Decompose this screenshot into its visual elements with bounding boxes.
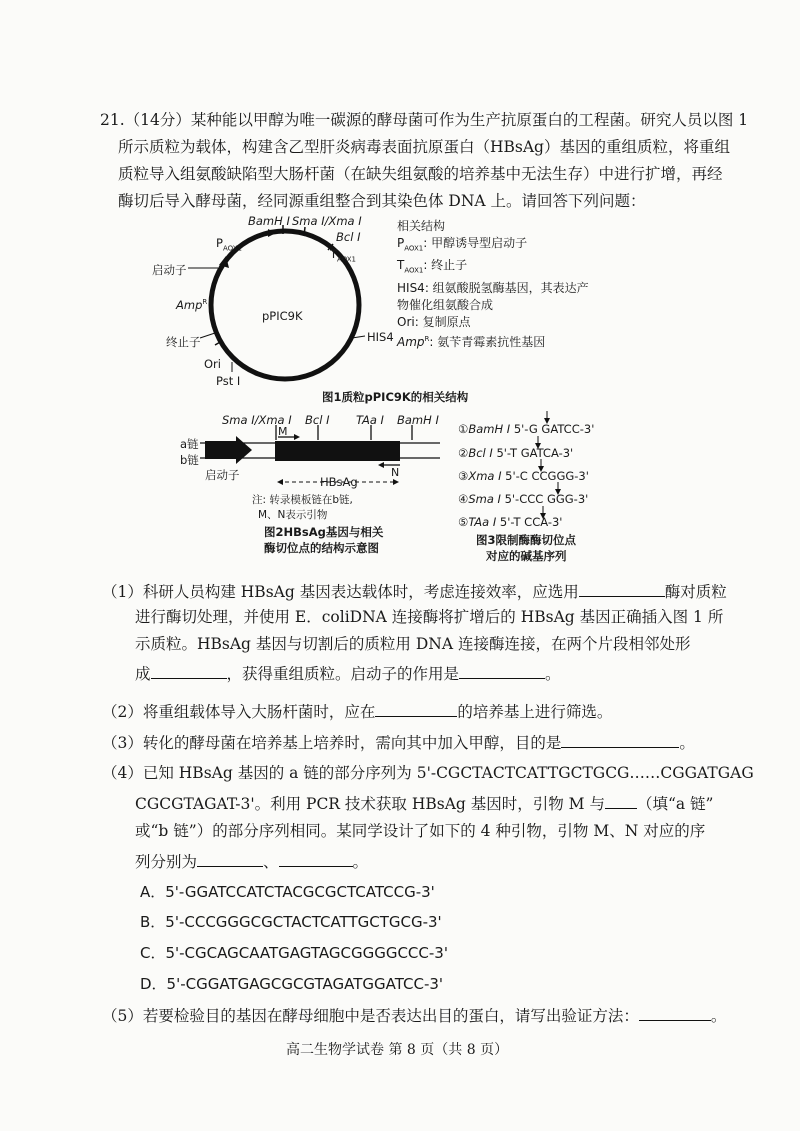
fig2-b-chain-label: b链 — [180, 453, 199, 467]
fig2-primer-m-label: M — [278, 425, 288, 438]
fig3-site-row — [458, 422, 594, 436]
fig1-taox-sub: AOX1 — [337, 255, 357, 264]
q2-text-b: 的培养基上进行筛选。 — [457, 703, 613, 721]
question-line-2: 质粒导入组氨酸缺陷型大肠杆菌（在缺失组氨酸的培养基中无法生存）中进行扩增，再经 — [118, 165, 723, 183]
legend-amp — [397, 331, 589, 351]
fig1-paox-main: P — [216, 236, 223, 250]
sma-tick — [304, 227, 305, 236]
q4-line2 — [135, 792, 714, 814]
q1-text-a: （1）科研人员构建 HBsAg 基因表达载体时，考虑连接效率，应选用 — [102, 583, 579, 601]
fig1-bcl-label: Bcl Ⅰ — [336, 230, 361, 244]
fig1-paox-label — [216, 236, 242, 252]
legend-ori: Ori: 复制原点 — [397, 314, 471, 329]
fig1-pst-label: Pst Ⅰ — [216, 374, 241, 388]
q1-text-e: 成 — [135, 665, 151, 683]
legend-amp-sup: R — [424, 334, 430, 343]
fig3-site-seq: 5'-C CCGGG-3' — [505, 469, 589, 483]
option-b[interactable]: B．5'-CCCGGGCGCTACTCATTGCTGCG-3' — [140, 913, 442, 931]
fig3-site-name: BamH Ⅰ — [468, 422, 511, 436]
legend-paox-sub: AOX1 — [404, 244, 424, 253]
legend-paox-text: : 甲醇诱导型启动子 — [423, 236, 528, 250]
fig3-site-seq: 5'-CCC GGG-3' — [504, 492, 589, 506]
q1-text-f: ，获得重组质粒。启动子的作用是 — [226, 665, 460, 683]
q2-blank[interactable] — [375, 700, 457, 717]
legend-title: 相关结构 — [397, 219, 446, 233]
fig3-site-seq: 5'-G GATCC-3' — [513, 422, 595, 436]
question-line-3: 酶切后导入酵母菌，经同源重组整合到其染色体 DNA 上。请回答下列问题： — [118, 192, 646, 210]
fig3-site-name: TAa Ⅰ — [468, 515, 497, 529]
q1-line3: 示质粒。HBsAg 基因与切割后的质粒用 DNA 连接酶连接，在两个片段相邻处形 — [135, 635, 691, 653]
fig1-bamh-label: BamH Ⅰ — [248, 214, 290, 228]
fig3-site-row — [458, 446, 573, 460]
fig3-site-row — [458, 515, 562, 529]
q3-text-a: （3）转化的酵母菌在培养基上培养时，需向其中加入甲醇，目的是 — [102, 734, 562, 752]
fig3-site-num: ① — [458, 422, 469, 436]
legend-taox-sub: AOX1 — [404, 266, 424, 275]
hbsag-block — [275, 441, 400, 461]
q1-blank-enzyme[interactable] — [579, 580, 665, 597]
q5-blank[interactable] — [639, 1004, 711, 1021]
legend-his4-line1: HIS4: 组氨酸脱氢酶基因，其表达产 — [397, 280, 589, 295]
fig2-taa-label: TAa Ⅰ — [356, 413, 384, 427]
legend-taox — [397, 257, 589, 279]
fig3-site-name: Xma Ⅰ — [468, 469, 502, 483]
fig2-note-line2: M、N表示引物 — [258, 509, 328, 521]
fig2-hbsag-label: HBsAg — [320, 475, 358, 489]
page-footer: 高二生物学试卷 第 8 页（共 8 页） — [286, 1042, 509, 1058]
q4-text-e: 列分别为 — [135, 853, 198, 871]
q1-blank-bond[interactable] — [151, 662, 227, 679]
fig2-promoter-arrow — [205, 436, 252, 464]
legend-his4-line2: 物催化组氨酸合成 — [397, 297, 494, 312]
legend-taox-text: : 终止子 — [423, 258, 468, 273]
fig1-promoter-label: 启动子 — [152, 263, 187, 277]
q5-text-a: （5）若要检验目的基因在酵母细胞中是否表达出目的蛋白，请写出验证方法： — [102, 1007, 639, 1025]
fig1-amp-label — [176, 298, 207, 312]
fig3-site-name: Sma Ⅰ — [468, 492, 501, 506]
fig1-paox-sub: AOX1 — [222, 244, 242, 253]
fig2-a-chain-label: a链 — [180, 437, 199, 451]
fig2-caption-line1: 图2HBsAg基因与相关 — [264, 525, 384, 539]
q4-text-f: 、 — [263, 853, 279, 871]
legend-amp-main: Amp — [397, 334, 425, 349]
q1-line2: 进行酶切处理，并使用 E．coliDNA 连接酶将扩增后的 HBsAg 基因正确插入图 1 所 — [135, 608, 724, 626]
fig1-legend — [397, 218, 589, 351]
q4-line1: （4）已知 HBsAg 基因的 a 链的部分序列为 5'-CGCTACTCATTGCTGCG……CGGATGAG — [102, 764, 754, 782]
option-a[interactable]: A．5'-GGATCCATCTACGCGCTCATCCG-3' — [140, 883, 435, 901]
q4-blank-chain[interactable] — [605, 792, 637, 809]
fig3-caption-line2: 对应的碱基序列 — [486, 549, 567, 563]
fig2-primer-n-label: N — [391, 466, 400, 479]
fig1-sma-xma-label: Sma Ⅰ/Xma Ⅰ — [292, 214, 362, 228]
legend-paox — [397, 235, 589, 257]
fig1-taox-label — [330, 247, 356, 263]
fig2-bamh-label: BamH Ⅰ — [397, 413, 439, 427]
hbsag-span-left — [277, 479, 283, 485]
q4-line4 — [135, 850, 368, 872]
q5-line — [102, 1004, 726, 1026]
fig3-site-num: ③ — [458, 469, 469, 483]
fig2-promoter-label: 启动子 — [205, 468, 240, 482]
legend-paox-main: P — [397, 236, 405, 250]
option-c[interactable]: C．5'-CGCAGCAATGAGTAGCGGGGCCC-3' — [140, 944, 448, 962]
q4-text-b: CGCGTAGAT-3'。利用 PCR 技术获取 HBsAg 基因时，引物 M 与 — [135, 795, 605, 813]
question-header: 21.（14分）某种能以甲醇为唯一碳源的酵母菌可作为生产抗原蛋白的工程菌。研究人员以图 1 — [100, 111, 749, 129]
q1-text-b: 酶对质粒 — [664, 583, 727, 601]
fig2-sma-xma-label: Sma Ⅰ/Xma Ⅰ — [222, 413, 292, 427]
q4-text-c: （填“a 链” — [636, 795, 714, 813]
primer-n-arrow — [378, 462, 384, 468]
question-line-1: 所示质粒为载体，构建含乙型肝炎病毒表面抗原蛋白（HBsAg）基因的重组质粒，将重组 — [118, 138, 730, 156]
fig3-site-row — [458, 469, 589, 483]
q1-text-g: 。 — [545, 665, 561, 683]
q1-line4 — [135, 662, 561, 684]
q4-text-g: 。 — [352, 853, 369, 871]
q2-text-a: （2）将重组载体导入大肠杆菌时，应在 — [102, 703, 376, 721]
q4-blank-m[interactable] — [197, 850, 263, 867]
hbsag-span-right — [393, 479, 399, 485]
option-d[interactable]: D．5'-CGGATGAGCGCGTAGATGGATCC-3' — [140, 975, 444, 993]
fig1-amp-main: Amp — [176, 298, 203, 312]
q1-line1 — [102, 580, 727, 602]
fig3-site-seq: 5'-T CCA-3' — [499, 515, 563, 529]
fig3-site-num: ② — [458, 446, 469, 460]
q2-line — [102, 700, 612, 722]
q5-text-b: 。 — [710, 1007, 727, 1025]
q4-line3: 或“b 链”）的部分序列相同。某同学设计了如下的 4 种引物，引物 M、N 对应的序 — [135, 822, 706, 840]
fig2-note-line1: 注: 转录模板链在b链, — [252, 494, 353, 506]
fig1-caption: 图1质粒pPIC9K的相关结构 — [322, 390, 469, 404]
fig1-his4-label: HIS4 — [367, 330, 394, 344]
fig1-taox-main: T — [330, 247, 338, 261]
q1-blank-promoter[interactable] — [459, 662, 545, 679]
fig3-site-name: Bcl Ⅰ — [468, 446, 493, 460]
q4-blank-n[interactable] — [279, 850, 353, 867]
fig3-site-seq: 5'-T GATCA-3' — [496, 446, 574, 460]
fig2-caption-line2: 酶切位点的结构示意图 — [264, 541, 379, 555]
fig3-site-num: ④ — [458, 492, 469, 506]
fig3-caption-line1: 图3限制酶酶切位点 — [476, 533, 577, 547]
terminator-leader — [200, 333, 215, 338]
fig3-site-row — [458, 492, 588, 506]
fig3-site-num: ⑤ — [458, 515, 469, 529]
fig1-terminator-label: 终止子 — [166, 335, 201, 349]
legend-taox-main: T — [397, 258, 405, 273]
q3-blank[interactable] — [561, 731, 679, 748]
primer-m-arrow — [294, 434, 300, 440]
q3-line — [102, 731, 695, 753]
q3-text-b: 。 — [679, 734, 695, 752]
fig1-ori-label: Ori — [204, 357, 221, 371]
fig1-amp-sup: R — [202, 298, 208, 307]
fig1-center-label: pPIC9K — [262, 309, 303, 323]
fig2-bcl-label: Bcl Ⅰ — [305, 413, 330, 427]
legend-amp-text: : 氨苄青霉素抗性基因 — [429, 334, 546, 349]
